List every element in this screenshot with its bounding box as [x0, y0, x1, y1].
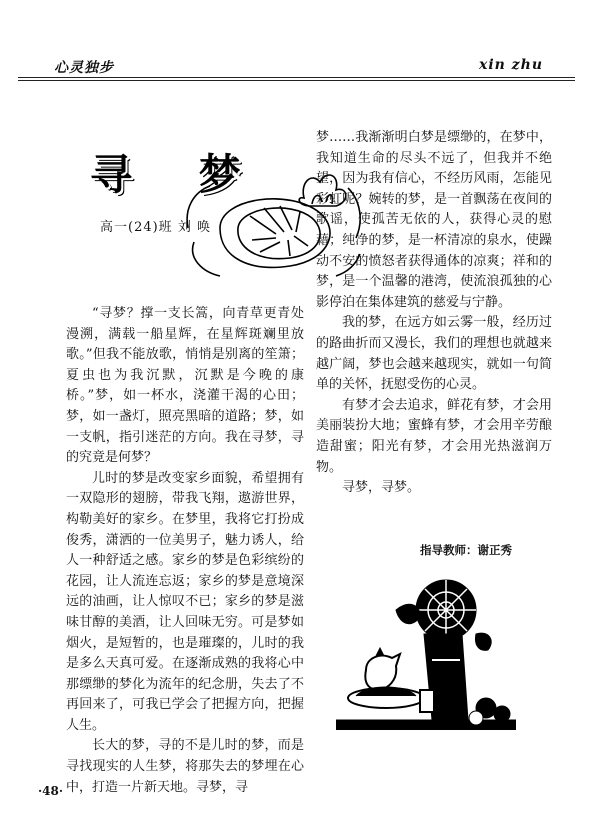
article-title: 寻 梦: [90, 150, 267, 199]
paragraph-5: 我的梦，在远方如云雾一般，经历过的路曲折而又漫长，我们的理想也就越来越广阔，梦也会越来越现实，就如一句简单的关怀，抚慰受伤的心灵。: [316, 315, 552, 393]
right-column: [316, 128, 552, 499]
section-title: 心灵独步: [54, 60, 114, 76]
paragraph-3: 长大的梦，寻的不是儿时的梦，而是寻找现实的人生梦，将那失去的梦埋在心中，打造一片新天地。寻梦，寻: [66, 738, 304, 795]
left-column: [66, 304, 304, 798]
header-rule: [18, 77, 575, 81]
paragraph-6: 有梦才会去追求，鲜花有梦，才会用美丽装扮大地；蜜蜂有梦，才会用辛劳酿造甜蜜；阳光有梦，才会用光热滋润万物。: [316, 397, 552, 475]
paragraph-7: 寻梦，寻梦。: [342, 480, 421, 496]
paragraph-4: 梦……我渐渐明白梦是缥缈的，在梦中，我知道生命的尽头不远了，但我并不绝望，因为我有信心，不经历风雨，怎能见彩虹呢？婉转的梦，是一首飘荡在夜间的歌谣，使孤苦无依的人，获得心灵的慰藉；纯净的梦，是一杯清凉的泉水，使躁动不安的愤怒者获得通体的凉爽；祥和的梦，是一个温馨的港湾，使流浪孤独的心影停泊在集体建筑的慈爱与宁静。: [316, 130, 552, 310]
paragraph-1: “寻梦？撑一支长篙，向青草更青处漫溯，满载一船星辉，在星辉斑斓里放歌。”但我不能放歌，悄悄是别离的笙箫；夏虫也为我沉默，沉默是今晚的康桥。”梦，如一杯水，浇灌干渴的心田；梦，如一盏灯，照亮黑暗的道路；梦，如一支帆，指引迷茫的方向。我在寻梦，寻的究竟是何梦？: [66, 306, 304, 466]
page-number: ·48·: [38, 784, 64, 798]
advisor-credit: 指导教师：谢正秀: [420, 543, 512, 557]
paragraph-2: 儿时的梦是改变家乡面貌，希望拥有一双隐形的翅膀，带我飞翔，遨游世界，构勒美好的家乡。在梦里，我将它打扮成俊秀，潇洒的一位美男子，魅力诱人，给人一种舒适之感。家乡的梦是色彩缤纷的花园，让人流连忘返；家乡的梦是意境深远的油画，让人惊叹不已；家乡的梦是滋味甘醇的美酒，让人回味无穷。可是梦如烟火，是短暂的，也是璀璨的，儿时的我是多么天真可爱。在逐渐成熟的我将心中那缥缈的梦化为流年的纪念册，失去了不再回来了，可我已学会了把握方向，把握人生。: [66, 470, 304, 733]
still-life-illustration: [336, 570, 516, 730]
running-header: [18, 53, 575, 77]
article-byline: 高一(24)班 刘 唤: [100, 220, 211, 235]
section-pinyin: xin zhu: [478, 57, 543, 73]
